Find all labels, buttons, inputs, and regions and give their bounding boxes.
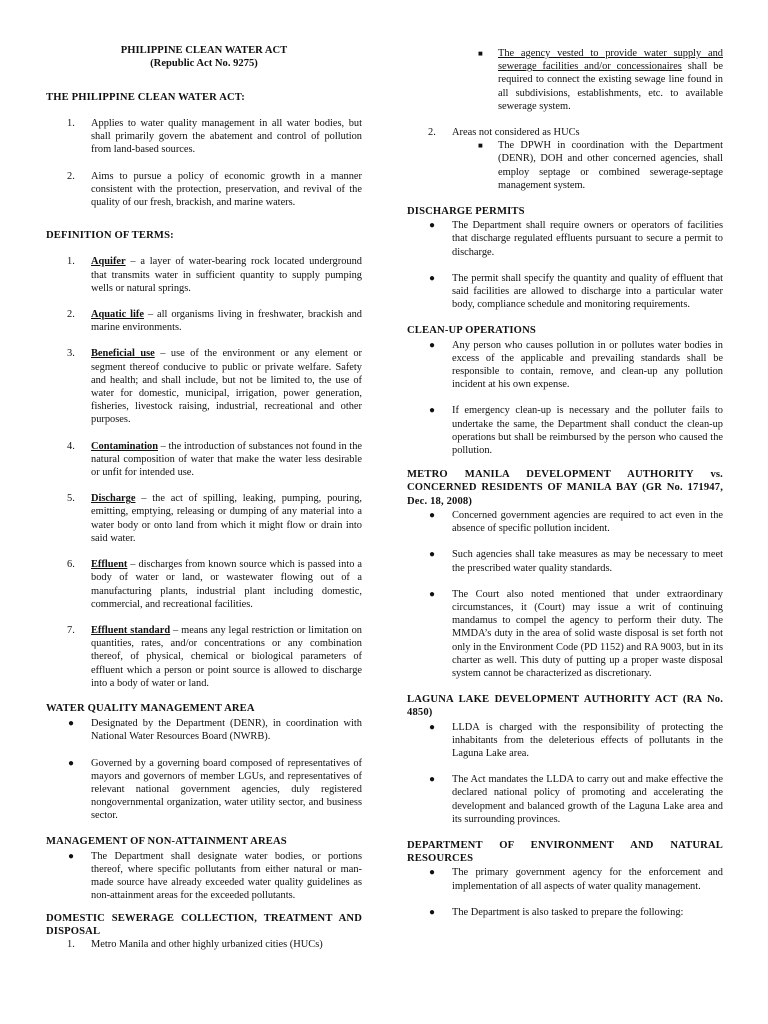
intro-item: [46, 117, 362, 157]
item-number: 7.: [67, 624, 75, 636]
bullet-icon: ●: [429, 509, 436, 521]
bullet-icon: ■: [478, 141, 483, 151]
bullet-icon: ●: [429, 867, 436, 879]
right-column: [407, 47, 723, 919]
bullet-icon: ●: [68, 757, 75, 769]
bullet-item: [46, 757, 362, 823]
sub-bullet-item: [407, 139, 723, 192]
heading-llda-act: LAGUNA LAKE DEVELOPMENT AUTHORITY ACT (RA No. 4850): [407, 694, 723, 719]
intro-item: [46, 170, 362, 210]
term-definition: – use of the environment or any element or segment thereof conducive to public or private welfare. Safety and health; and shall include, but not be limited to, the use of water for domestic, municipal, irrigation, power generation, fisheries, livestock raising, industrial, recreational and other purposes.: [91, 348, 362, 426]
term-definition: – means any legal restriction or limitation on quantities, rates, and/or concentrations or any combination thereof, of physical, chemical or biological parameters of effluent which a person or point source is allowed to discharge into a body of water or land.: [91, 624, 363, 689]
bullet-text: Any person who causes pollution in or pollutes water bodies in excess of the applicable and prevailing standards shall be responsible to contain, remove, and clean-up any pollution incident at his own expense.: [452, 339, 723, 391]
bullet-item: [407, 339, 723, 392]
term-item: [46, 308, 362, 334]
bullet-text: LLDA is charged with the responsibility of protecting the inhabitants from the deleterious effects of pollutants in the Laguna Lake area.: [452, 721, 723, 759]
bullet-item: [407, 548, 723, 574]
bullet-item: [407, 773, 723, 826]
item-number: 2.: [428, 127, 436, 139]
sewer-item: [407, 126, 723, 139]
term-name: Effluent standard: [91, 624, 171, 636]
term-definition: – a layer of water-bearing rock located underground that transmits water in sufficient quantity to supply pumping wells or natural springs.: [91, 256, 362, 294]
bullet-item: [46, 717, 362, 743]
item-text: Applies to water quality management in all water bodies, but shall primarily govern the abatement and control of pollution from land-based sources.: [91, 118, 362, 156]
bullet-text: Designated by the Department (DENR), in coordination with National Water Resources Board (NWRB).: [91, 718, 362, 743]
bullet-text: Such agencies shall take measures as may be necessary to meet the prescribed water quality standards.: [452, 549, 723, 574]
heading-mmda-case: METRO MANILA DEVELOPMENT AUTHORITY vs. CONCERNED RESIDENTS OF MANILA BAY (GR No. 171947, Dec. 18, 2008): [407, 469, 723, 507]
bullet-text: If emergency clean-up is necessary and the polluter fails to undertake the same, the Department shall conduct the clean-up operations but shall be reimbursed by the person who caused the pollution.: [452, 405, 723, 457]
bullet-text: The Act mandates the LLDA to carry out and make effective the declared national policy of promoting and accelerating the development and balanced growth of the Laguna Lake area and its surrounding provinces.: [452, 774, 723, 825]
term-name: Aquatic life: [91, 309, 144, 321]
heading-domestic-sewerage: DOMESTIC SEWERAGE COLLECTION, TREATMENT AND DISPOSAL: [46, 912, 362, 937]
item-number: 2.: [67, 170, 75, 182]
bullet-item: [46, 850, 362, 903]
bullet-icon: ●: [68, 718, 75, 730]
left-column: [46, 44, 362, 951]
term-name: Beneficial use: [91, 348, 155, 360]
item-number: 1.: [67, 256, 75, 268]
bullet-icon: ●: [429, 405, 436, 417]
term-item: [46, 347, 362, 426]
bullet-icon: ●: [429, 588, 436, 600]
heading-water-quality-management-area: WATER QUALITY MANAGEMENT AREA: [46, 702, 255, 714]
term-definition: – discharges from known source which is passed into a body of water or land, or wastewater flowing out of a manufacturing plants, industrial plant including domestic, commercial, and recreational facilities.: [91, 559, 362, 610]
term-item: [46, 624, 362, 690]
term-name: Aquifer: [91, 256, 126, 268]
term-name: Contamination: [91, 440, 158, 452]
heading-clean-water-act: THE PHILIPPINE CLEAN WATER ACT:: [46, 91, 245, 103]
item-number: 1.: [67, 938, 75, 950]
bullet-icon: ●: [429, 339, 436, 351]
item-number: 6.: [67, 559, 75, 571]
bullet-text: The Department shall require owners or operators of facilities that discharge regulated effluents pursuant to secure a permit to discharge.: [452, 220, 723, 258]
term-name: Discharge: [91, 493, 136, 505]
bullet-icon: ●: [429, 220, 436, 232]
bullet-icon: ●: [68, 850, 75, 862]
term-name: Effluent: [91, 559, 128, 571]
item-number: 1.: [67, 118, 75, 130]
sub-bullet-text: shall be required to connect the existing sewage line found in all subdivisions, establishments, etc. to available sewerage system.: [498, 61, 723, 112]
bullet-text: Concerned government agencies are required to act even in the absence of specific pollution incident.: [452, 509, 723, 535]
bullet-text: The Department shall designate water bodies, or portions thereof, where specific pollutants from either natural or man-made source have already exceeded water quality guidelines as non-attainment areas for the exceeded pollutants.: [91, 850, 362, 902]
sewer-item: [46, 938, 362, 951]
bullet-item: [407, 721, 723, 761]
bullet-icon: ●: [429, 721, 436, 733]
item-number: 5.: [67, 493, 75, 505]
bullet-text: The permit shall specify the quantity and quality of effluent that said facilities are allowed to discharge into a particular water body, compliance schedule and monitoring requirements.: [452, 272, 723, 311]
item-text: Aims to pursue a policy of economic growth in a manner consistent with the protection, preservation, and revival of the quality of our fresh, brackish, and marine waters.: [91, 170, 362, 209]
bullet-icon: ■: [478, 49, 483, 58]
heading-definition-of-terms: DEFINITION OF TERMS:: [46, 230, 174, 242]
term-item: [46, 492, 362, 545]
term-definition: – all organisms living in freshwater, brackish and marine environments.: [91, 309, 362, 334]
heading-non-attainment-areas: MANAGEMENT OF NON-ATTAINMENT AREAS: [46, 835, 287, 847]
bullet-item: [407, 219, 723, 259]
bullet-icon: ●: [429, 774, 436, 786]
sub-bullet-item: [407, 47, 723, 113]
item-text: Metro Manila and other highly urbanized cities (HUCs): [91, 938, 323, 950]
bullet-text: The Department is also tasked to prepare the following:: [452, 906, 684, 918]
item-text: Areas not considered as HUCs: [452, 127, 580, 139]
bullet-text: The Court also noted mentioned that under extraordinary circumstances, it (Court) may issue a writ of continuing mandamus to compel the agency to perform their duty. The MMDA’s duty in the area of solid waste disposal is set forth not only in the Environment Code (PD 1152) and RA 9003, but in its charter as well. This duty of putting up a proper waste disposal system cannot be characterized as discretionary.: [452, 588, 723, 679]
bullet-icon: ●: [429, 549, 436, 561]
document-title: PHILIPPINE CLEAN WATER ACT: [120, 45, 288, 56]
bullet-text: Governed by a governing board composed of representatives of mayors and governors of member LGUs, and representatives of relevant national government agencies, duly registered nongovernmental organization, water utility sector, and business sector.: [91, 757, 362, 822]
heading-clean-up-operations: CLEAN-UP OPERATIONS: [407, 325, 536, 337]
bullet-item: [407, 906, 723, 919]
bullet-item: [407, 866, 723, 892]
heading-discharge-permits: DISCHARGE PERMITS: [407, 206, 525, 218]
bullet-item: [407, 404, 723, 457]
bullet-icon: ●: [429, 906, 436, 918]
item-number: 3.: [67, 348, 75, 360]
item-number: 4.: [67, 440, 75, 452]
bullet-item: [407, 588, 723, 680]
bullet-text: The primary government agency for the enforcement and implementation of all aspects of water quality management.: [452, 867, 723, 892]
heading-denr: DEPARTMENT OF ENVIRONMENT AND NATURAL RESOURCES: [407, 839, 723, 865]
term-item: [46, 255, 362, 295]
term-item: [46, 440, 362, 480]
bullet-icon: ●: [429, 272, 436, 284]
term-item: [46, 558, 362, 611]
sub-bullet-underlined-text: The agency vested to provide water supply and sewerage facilities and/or concessionaires: [498, 48, 723, 73]
term-definition: – the introduction of substances not found in the natural composition of water that make the water less desirable or unfit for intended use.: [91, 440, 362, 479]
bullet-item: [407, 509, 723, 535]
document-subtitle: (Republic Act No. 9275): [150, 58, 258, 70]
term-definition: – the act of spilling, leaking, pumping, pouring, emitting, emptying, releasing or dumping of any material into a water body or onto land from which it might flow or drain into said water.: [91, 493, 362, 544]
bullet-item: [407, 272, 723, 312]
item-number: 2.: [67, 309, 75, 321]
sub-bullet-text: The DPWH in coordination with the Department (DENR), DOH and other concerned agencies, shall employ septage or combined sewerage-septage management system.: [498, 140, 723, 191]
